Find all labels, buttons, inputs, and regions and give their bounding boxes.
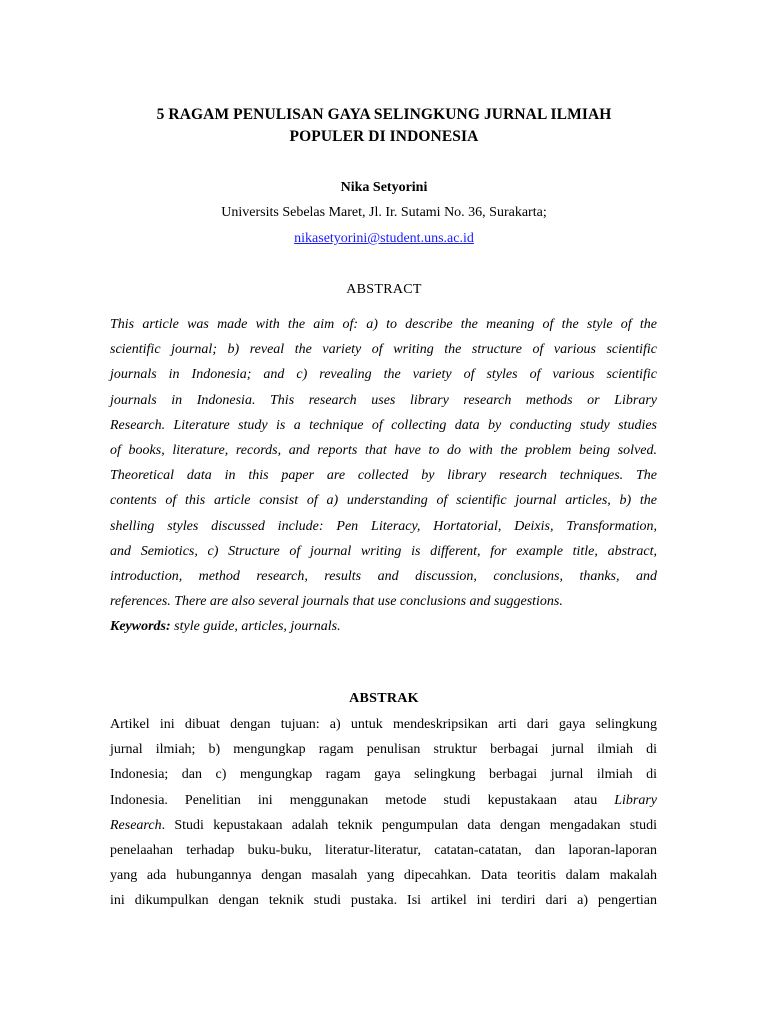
abstrak-line: penelaahan terhadap buku-buku, literatur-literatur, catatan-catatan, dan laporan-laporan: [110, 842, 657, 858]
paper-title: [100, 104, 668, 148]
abstract-line: Theoretical data in this paper are collected by library research techniques. The: [110, 468, 657, 484]
abstract-body: [110, 312, 657, 639]
abstrak-body: [110, 712, 657, 914]
abstrak-line: jurnal ilmiah; b) mengungkap ragam penulisan struktur berbagai jurnal ilmiah di: [110, 742, 657, 758]
title-line-1: 5 RAGAM PENULISAN GAYA SELINGKUNG JURNAL ILMIAH: [156, 106, 612, 123]
abstrak-line: yang ada hubungannya dengan masalah yang dipecahkan. Data teoritis dalam makalah: [110, 868, 657, 884]
abstrak-line: Artikel ini dibuat dengan tujuan: a) untuk mendeskripsikan arti dari gaya selingkung: [110, 717, 657, 732]
author-affiliation: Universits Sebelas Maret, Jl. Ir. Sutami No. 36, Surakarta;: [221, 205, 547, 220]
abstrak-heading: ABSTRAK: [349, 691, 419, 706]
abstrak-line-italic: Research: [110, 817, 162, 833]
abstrak-line: ini dikumpulkan dengan teknik studi pustaka. Isi artikel ini terdiri dari a) pengertian: [110, 893, 657, 909]
abstrak-line-italic: Library: [614, 792, 657, 808]
author-name: Nika Setyorini: [340, 180, 428, 195]
keywords-text: style guide, articles, journals.: [170, 619, 341, 635]
abstract-line: contents of this article consist of a) understanding of scientific journal articles, b) the: [110, 493, 657, 509]
title-line-2: POPULER DI INDONESIA: [289, 128, 479, 145]
abstract-line: of books, literature, records, and reports that have to do with the problem being solved.: [110, 442, 657, 458]
abstract-heading: ABSTRACT: [346, 282, 422, 297]
abstract-line: Research. Literature study is a technique of collecting data by conducting study studies: [110, 417, 657, 433]
abstract-line: journals in Indonesia; and c) revealing the variety of styles of various scientific: [110, 367, 657, 383]
abstrak-line-text: . Studi kepustakaan adalah teknik pengumpulan data dengan mengadakan studi: [161, 817, 657, 833]
abstract-line: references. There are also several journals that use conclusions and suggestions.: [110, 594, 563, 610]
keywords: [110, 614, 657, 639]
email-link[interactable]: nikasetyorini@student.uns.ac.id: [294, 231, 474, 246]
abstract-line: This article was made with the aim of: a) to describe the meaning of the style of the: [110, 317, 657, 332]
abstrak-line: Indonesia; dan c) mengungkap ragam gaya selingkung berbagai jurnal ilmiah di: [110, 767, 657, 783]
author-email: [0, 229, 768, 249]
abstract-line: shelling styles discussed include: Pen Literacy, Hortatorial, Deixis, Transformation,: [110, 518, 657, 534]
abstrak-line: [110, 788, 657, 813]
abstrak-line: [110, 813, 657, 838]
abstract-line: journals in Indonesia. This research uses library research methods or Library: [110, 392, 657, 408]
abstract-line: introduction, method research, results and discussion, conclusions, thanks, and: [110, 568, 657, 584]
abstract-line: scientific journal; b) reveal the variety of writing the structure of various scientific: [110, 342, 657, 358]
abstract-line: and Semiotics, c) Structure of journal writing is different, for example title, abstract,: [110, 543, 657, 559]
keywords-label: Keywords:: [110, 619, 171, 635]
abstrak-line-text: Indonesia. Penelitian ini menggunakan metode studi kepustakaan atau: [110, 792, 615, 808]
